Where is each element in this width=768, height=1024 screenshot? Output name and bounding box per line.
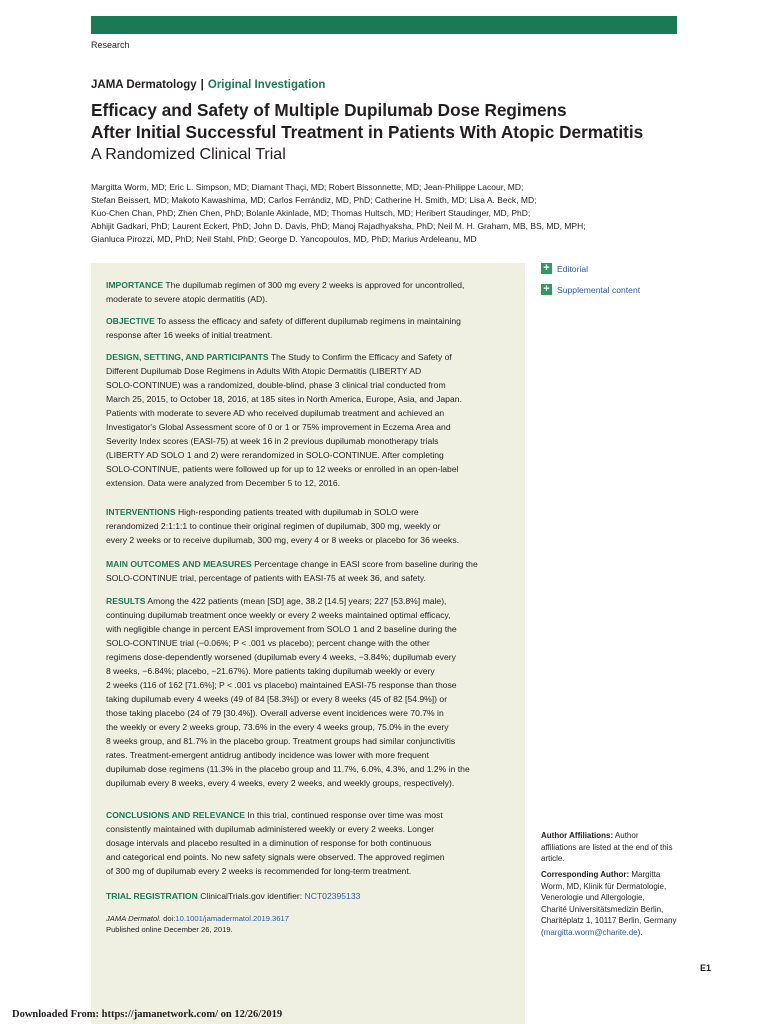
title-line: Efficacy and Safety of Multiple Dupilumab Dose Regimens bbox=[91, 100, 567, 120]
corresponding-author: Corresponding Author: Margitta Worm, MD, Klinik für Dermatologie, Venerologie und Allergologie, Charité Universitätsmedizin Berlin, Charitéplatz 1, 10117 Berlin, Germany (margitta.worm@charite.de). bbox=[541, 870, 677, 937]
editorial-link[interactable] bbox=[541, 263, 588, 274]
author-line: Kuo-Chen Chan, PhD; Zhen Chen, PhD; Bolanle Akinlade, MD; Thomas Hultsch, MD; Heribert Staudinger, MD, PhD; bbox=[91, 208, 531, 218]
publish-date: Published online December 26, 2019. bbox=[106, 924, 233, 934]
author-line: Margitta Worm, MD; Eric L. Simpson, MD; Diamant Thaçi, MD; Robert Bissonnette, MD; Jean-Philippe Lacour, MD; bbox=[91, 182, 524, 192]
section-label: MAIN OUTCOMES AND MEASURES bbox=[106, 559, 252, 569]
author-line: Gianluca Pirozzi, MD, PhD; Neil Stahl, PhD; George D. Yancopoulos, MD, PhD; Marius Ardeleanu, MD bbox=[91, 234, 477, 244]
header-bar bbox=[91, 16, 677, 34]
citation: JAMA Dermatol. doi:10.1001/jamadermatol.2019.3617 Published online December 26, 2019. bbox=[106, 914, 289, 934]
citation-journal: JAMA Dermatol. bbox=[106, 914, 161, 923]
abstract-registration: TRIAL REGISTRATION ClinicalTrials.gov identifier: NCT02395133 bbox=[106, 891, 361, 901]
section-label: RESULTS bbox=[106, 596, 146, 606]
article-title bbox=[91, 99, 691, 143]
trial-id-link[interactable]: NCT02395133 bbox=[304, 891, 361, 901]
section-label: OBJECTIVE bbox=[106, 316, 155, 326]
title-line: After Initial Successful Treatment in Patients With Atopic Dermatitis bbox=[91, 122, 644, 142]
supplemental-content-link[interactable] bbox=[541, 284, 640, 295]
journal-name: JAMA Dermatology bbox=[91, 79, 197, 91]
abstract-outcomes: MAIN OUTCOMES AND MEASURES Percentage change in EASI score from baseline during the SOLO-CONTINUE trial, percentage of patients with EASI-75 at week 36, and safety. bbox=[106, 559, 478, 583]
link-label: Supplemental content bbox=[557, 284, 641, 295]
section-label: Research bbox=[91, 40, 130, 50]
separator: | bbox=[200, 79, 204, 91]
author-line: Stefan Beissert, MD; Makoto Kawashima, MD; Carlos Ferrándiz, MD, PhD; Catherine H. Smith, MD; Lisa A. Beck, MD; bbox=[91, 195, 537, 205]
plus-icon: + bbox=[541, 284, 552, 295]
abstract-conclusions: CONCLUSIONS AND RELEVANCE In this trial, continued response over time was most consistently maintained with dupilumab administered weekly or every 2 weeks. Longer dosage intervals and placebo resulted in a diminution of response for both continuous and categorical end points. No new safety signals were observed. The approved regimen of 300 mg of dupilumab every 2 weeks is recommended for long-term treatment. bbox=[106, 810, 445, 876]
section-label: TRIAL REGISTRATION bbox=[106, 891, 198, 901]
link-label: Editorial bbox=[557, 263, 589, 274]
journal-line bbox=[91, 79, 325, 91]
author-line: Abhijit Gadkari, PhD; Laurent Eckert, PhD; John D. Davis, PhD; Manoj Rajadhyaksha, PhD; Neil M. H. Graham, MB, BS, MD, MPH; bbox=[91, 221, 586, 231]
abstract-objective: OBJECTIVE To assess the efficacy and safety of different dupilumab regimens in maintaining response after 16 weeks of initial treatment. bbox=[106, 316, 461, 340]
email-link[interactable]: margitta.worm@charite.de bbox=[543, 927, 638, 937]
download-footer: Downloaded From: https://jamanetwork.com/ on 12/26/2019 bbox=[12, 1009, 283, 1020]
page-number: E1 bbox=[700, 963, 712, 973]
abstract-importance: IMPORTANCE The dupilumab regimen of 300 mg every 2 weeks is approved for uncontrolled, moderate to severe atopic dermatitis (AD). bbox=[106, 280, 465, 304]
doi-link[interactable]: 10.1001/jamadermatol.2019.3617 bbox=[175, 914, 289, 923]
section-label: CONCLUSIONS AND RELEVANCE bbox=[106, 810, 245, 820]
section-label: DESIGN, SETTING, AND PARTICIPANTS bbox=[106, 352, 269, 362]
article-type: Original Investigation bbox=[207, 79, 326, 91]
author-list bbox=[91, 181, 586, 246]
abstract-design: DESIGN, SETTING, AND PARTICIPANTS The Study to Confirm the Efficacy and Safety of Different Dupilumab Dose Regimens in Adults With Atopic Dermatitis (LIBERTY AD SOLO-CONTINUE) was a randomized, double-blind, phase 3 clinical trial conducted from March 25, 2015, to October 18, 2016, at 185 sites in North America, Europe, Asia, and Japan. Patients with moderate to severe AD who received dupilumab treatment and achieved an Investigator's Global Assessment score of 0 or 1 or 75% improvement in Eczema Area and Severity Index scores (EASI-75) at week 16 in 2 previous dupilumab monotherapy trials (LIBERTY AD SOLO 1 and 2) were rerandomized in SOLO-CONTINUE. After completing SOLO-CONTINUE, patients were followed up for up to 12 weeks or enrolled in an open-label extension. Data were analyzed from December 5 to 12, 2016. bbox=[106, 352, 462, 488]
author-affiliations: Author Affiliations: Author affiliations are listed at the end of this article. bbox=[541, 831, 673, 863]
section-label: IMPORTANCE bbox=[106, 280, 164, 290]
article-subtitle: A Randomized Clinical Trial bbox=[91, 146, 286, 163]
plus-icon: + bbox=[541, 263, 552, 274]
abstract-results: RESULTS Among the 422 patients (mean [SD] age, 38.2 [14.5] years; 227 [53.8%] male), continuing dupilumab treatment once weekly or every 2 weeks maintained optimal efficacy, with negligible change in percent EASI improvement from SOLO 1 and 2 baseline during the SOLO-CONTINUE trial (−0.06%; P < .001 vs placebo); percent change with the other regimens dose-dependently worsened (dupilumab every 4 weeks, −3.84%; dupilumab every 8 weeks, −6.84%; placebo, −21.67%). More patients taking dupilumab weekly or every 2 weeks (116 of 162 [71.6%]; P < .001 vs placebo) maintained EASI-75 response than those taking dupilumab every 4 weeks (49 of 84 [58.3%]) or every 8 weeks (45 of 82 [54.9%]) or those taking placebo (24 of 79 [30.4%]). Overall adverse event incidences were 70.7% in the weekly or every 2 weeks group, 73.6% in the every 4 weeks group, 75.0% in the every 8 weeks group, and 81.7% in the placebo group. Treatment groups had similar conjunctivitis rates. Treatment-emergent antidrug antibody incidence was lower with more frequent dupilumab dose regimens (11.3% in the placebo group and 11.7%, 6.0%, 4.3%, and 1.2% in the dupilumab every 8 weeks, every 4 weeks, every 2 weeks, and weekly groups, respectively). bbox=[106, 596, 470, 788]
abstract-interventions: INTERVENTIONS High-responding patients treated with dupilumab in SOLO were rerandomized 2:1:1:1 to continue their original regimen of dupilumab, 300 mg, weekly or every 2 weeks or to receive dupilumab, 300 mg, every 4 or 8 weeks or placebo for 36 weeks. bbox=[106, 507, 459, 545]
section-label: INTERVENTIONS bbox=[106, 507, 176, 517]
abstract-box bbox=[91, 263, 525, 1024]
